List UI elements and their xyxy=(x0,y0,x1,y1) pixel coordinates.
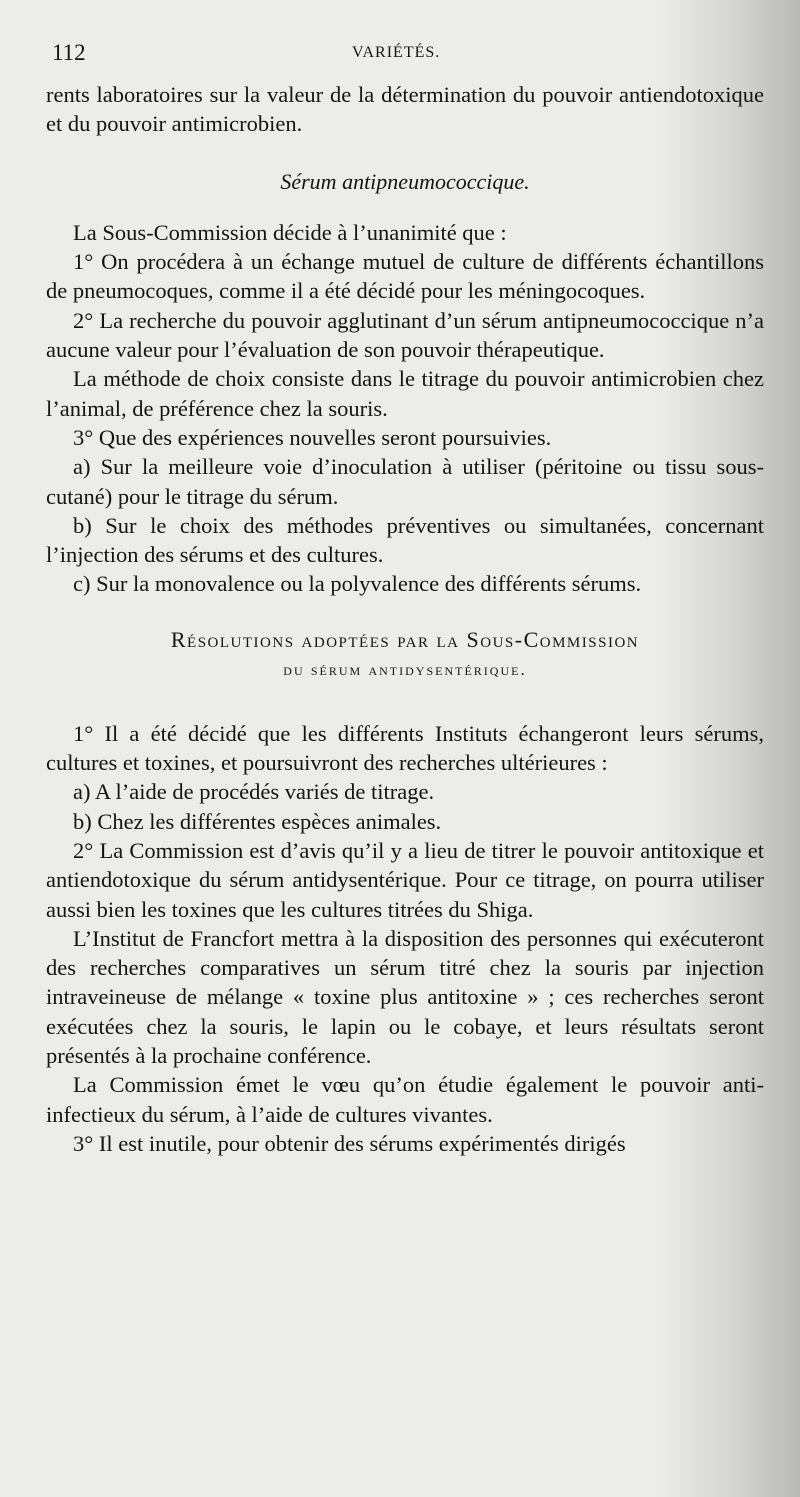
section-title-line-2: du sérum antidysentérique. xyxy=(283,659,527,679)
section-title-resolutions xyxy=(46,625,764,685)
section-title-antipneumococcique: Sérum antipneumococcique. xyxy=(280,168,530,194)
page-number: 112 xyxy=(52,40,86,65)
paragraph: La Commission émet le vœu qu’on étudie également le pouvoir anti-infectieux du sérum, à l’aide de cultures vivantes. xyxy=(46,1072,764,1127)
paragraph: b) Sur le choix des méthodes préventives ou simultanées, concernant l’injection des sérums et des cultures. xyxy=(46,512,764,568)
section-title-line-1: Résolutions adoptées par la Sous-Commission xyxy=(170,626,640,652)
paragraph: 3° Il est inutile, pour obtenir des sérums expérimentés dirigés xyxy=(73,1130,626,1156)
paragraph: b) Chez les différentes espèces animales. xyxy=(73,808,442,834)
paragraph: 2° La recherche du pouvoir agglutinant d’un sérum antipneumococcique n’a aucune valeur pour l’évaluation de son pouvoir thérapeutique. xyxy=(46,307,764,363)
page-body xyxy=(46,80,764,1158)
paragraph-intro: rents laboratoires sur la valeur de la détermination du pouvoir antiendotoxique et du pouvoir antimicrobien. xyxy=(46,82,764,137)
paragraph: c) Sur la monovalence ou la polyvalence des différents sérums. xyxy=(73,571,642,597)
paragraph: 2° La Commission est d’avis qu’il y a lieu de titrer le pouvoir antitoxique et antiendotoxique du sérum antidysentérique. Pour ce titrage, on pourra utiliser aussi bien les toxines que les cultures titrées du Shiga. xyxy=(46,837,764,922)
paragraph: 1° On procédera à un échange mutuel de culture de différents échantillons de pneumocoques, comme il a été décidé pour les méningocoques. xyxy=(46,249,764,304)
paragraph: a) Sur la meilleure voie d’inoculation à utiliser (péritoine ou tissu sous-cutané) pour le titrage du sérum. xyxy=(46,454,764,509)
paragraph: 1° Il a été décidé que les différents Instituts échangeront leurs sérums, cultures et toxines, et poursuivront des recherches ultérieures : xyxy=(46,720,764,776)
paragraph: L’Institut de Francfort mettra à la disposition des personnes qui exécuteront des recherches comparatives un sérum titré chez la souris par injection intraveineuse de mélange « toxine plus antitoxine » ; ces recherches seront exécutées chez la souris, le lapin ou le cobaye, et leurs résultats seront présentés à la prochaine conférence. xyxy=(46,925,764,1069)
paragraph: 3° Que des expériences nouvelles seront poursuivies. xyxy=(73,424,552,450)
page-header xyxy=(52,40,760,70)
paragraph: La méthode de choix consiste dans le titrage du pouvoir antimicrobien chez l’animal, de préférence chez la souris. xyxy=(46,366,764,421)
paragraph: La Sous-Commission décide à l’unanimité que : xyxy=(73,219,507,245)
running-title: VARIÉTÉS. xyxy=(352,44,441,61)
paragraph: a) A l’aide de procédés variés de titrage. xyxy=(73,779,435,805)
